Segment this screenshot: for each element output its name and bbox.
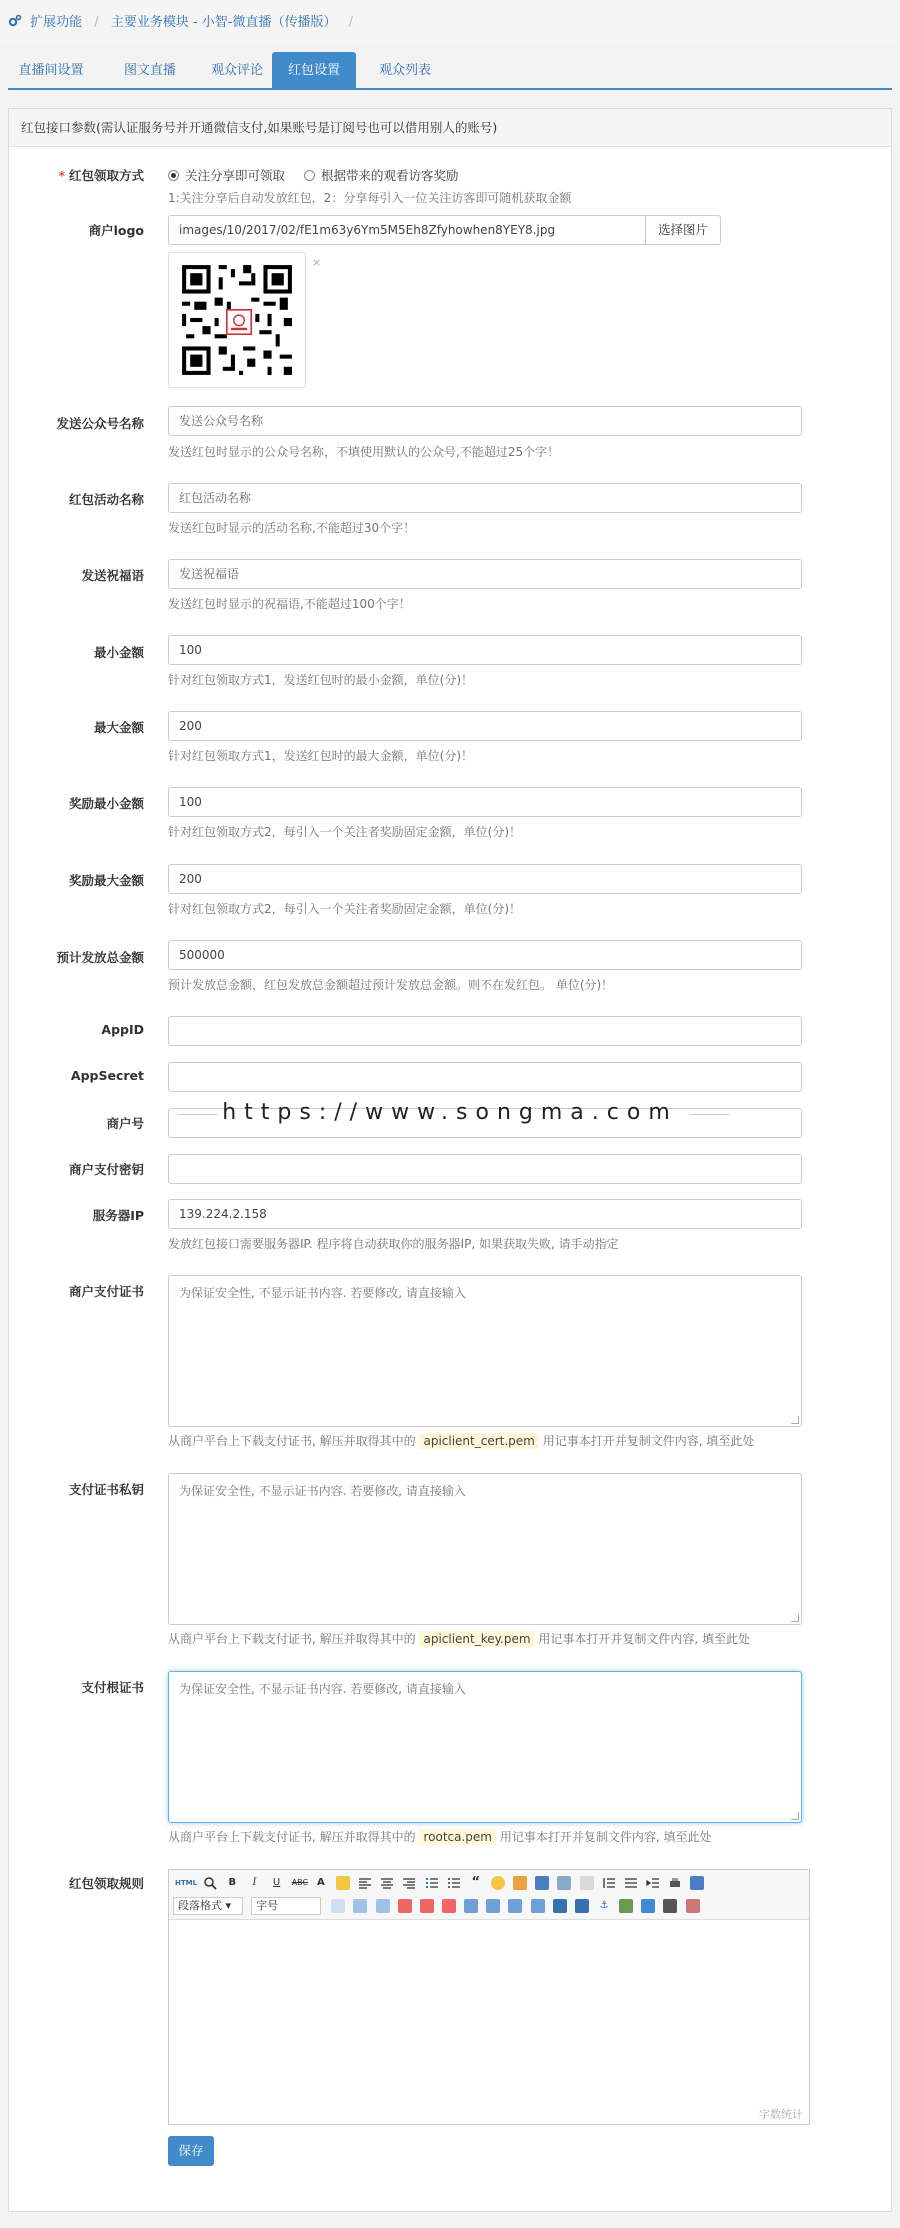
align-right-icon[interactable] — [402, 1876, 416, 1890]
max-amount-input[interactable]: 200 — [168, 711, 802, 741]
split-rows-icon[interactable] — [508, 1899, 522, 1913]
emoticon-icon[interactable] — [491, 1876, 505, 1890]
key-textarea[interactable]: 为保证安全性, 不显示证书内容. 若要修改, 请直接输入 — [168, 1473, 802, 1625]
server-ip-label: 服务器IP — [92, 1208, 144, 1223]
server-ip-input[interactable]: 139.224.2.158 — [168, 1199, 802, 1229]
toolbar-row-1 — [173, 1873, 706, 1893]
delete-row-icon[interactable] — [398, 1899, 412, 1913]
activity-input[interactable]: 红包活动名称 — [168, 483, 802, 513]
total-amount-input[interactable]: 500000 — [168, 940, 802, 970]
max-amount-label: 最大金额 — [93, 720, 144, 735]
ordered-list-icon[interactable] — [425, 1876, 439, 1890]
min-amount-input[interactable]: 100 — [168, 635, 802, 665]
sender-label: 发送公众号名称 — [56, 416, 144, 431]
italic-icon[interactable]: I — [252, 1877, 257, 1888]
appsecret-label: AppSecret — [70, 1068, 144, 1083]
insert-row-icon[interactable] — [353, 1899, 367, 1913]
reward-max-label: 奖励最大金额 — [68, 873, 144, 888]
cert-filename: apiclient_cert.pem — [419, 1433, 538, 1449]
root-help: 从商户平台上下载支付证书, 解压并取得其中的 rootca.pem 用记事本打开并复制文件内容, 填至此处 — [168, 1830, 712, 1844]
sender-help: 发送红包时显示的公众号名称，不填使用默认的公众号,不能超过25个字！ — [168, 445, 560, 459]
max-amount-help: 针对红包领取方式1，发送红包时的最大金额，单位(分)！ — [168, 749, 474, 763]
tab-photo-live[interactable]: 图文直播 — [123, 63, 176, 78]
total-amount-label: 预计发放总金额 — [56, 950, 144, 965]
delete-table-icon[interactable] — [442, 1899, 456, 1913]
cell-props-icon[interactable] — [553, 1899, 567, 1913]
preview-icon[interactable] — [690, 1876, 704, 1890]
highlight-icon[interactable] — [336, 1876, 350, 1890]
save-button[interactable]: 保存 — [168, 2136, 214, 2166]
wish-input[interactable]: 发送祝福语 — [168, 559, 802, 589]
html-source-icon[interactable]: HTML — [175, 1879, 198, 1887]
unordered-list-icon[interactable] — [447, 1876, 461, 1890]
align-center-icon[interactable] — [380, 1876, 394, 1890]
underline-icon[interactable]: U — [272, 1877, 281, 1888]
key-filename: apiclient_key.pem — [419, 1631, 534, 1647]
eraser-icon[interactable] — [580, 1876, 594, 1890]
font-size-select[interactable]: 字号 — [251, 1897, 321, 1915]
logo-path-input[interactable]: images/10/2017/02/fE1m63y6Ym5M5Eh8Zfyhowhen8YEY8.jpg — [168, 215, 646, 245]
root-filename: rootca.pem — [419, 1829, 496, 1845]
code-icon[interactable] — [663, 1899, 677, 1913]
map-icon[interactable] — [619, 1899, 633, 1913]
mchkey-input[interactable] — [168, 1154, 802, 1184]
breadcrumb-item-module[interactable]: 主要业务模块 - 小智-微直播（传播版） — [110, 15, 337, 30]
logo-thumbnail — [168, 252, 306, 388]
gear-icon — [8, 14, 22, 28]
reward-min-input[interactable]: 100 — [168, 787, 802, 817]
breadcrumb — [0, 0, 900, 44]
breadcrumb-separator: / — [94, 15, 99, 30]
font-color-icon[interactable]: A — [316, 1877, 325, 1888]
resize-handle[interactable] — [791, 1812, 799, 1820]
select-image-button[interactable]: 选择图片 — [645, 215, 721, 245]
mchid-label: 商户号 — [106, 1116, 144, 1131]
logo-label: 商户logo — [88, 223, 144, 238]
align-left-icon[interactable] — [358, 1876, 372, 1890]
root-textarea[interactable]: 为保证安全性, 不显示证书内容. 若要修改, 请直接输入 — [168, 1671, 802, 1823]
find-replace-icon[interactable] — [203, 1876, 217, 1890]
resize-handle[interactable] — [791, 1614, 799, 1622]
remove-logo-icon[interactable]: × — [312, 256, 322, 269]
gallery-icon[interactable] — [641, 1899, 655, 1913]
print-icon[interactable] — [668, 1876, 682, 1890]
tab-room-settings[interactable]: 直播间设置 — [18, 63, 84, 78]
paragraph-spacing-icon[interactable] — [624, 1876, 638, 1890]
rules-label: 红包领取规则 — [68, 1876, 144, 1891]
cert-help: 从商户平台上下载支付证书, 解压并取得其中的 apiclient_cert.pem 用记事本打开并复制文件内容, 填至此处 — [168, 1434, 755, 1448]
wish-label: 发送祝福语 — [81, 568, 144, 583]
appid-label: AppID — [101, 1022, 144, 1037]
reward-max-input[interactable]: 200 — [168, 864, 802, 894]
reward-min-help: 针对红包领取方式2，每引入一个关注者奖励固定金额，单位(分)！ — [168, 825, 522, 839]
sender-input[interactable]: 发送公众号名称 — [168, 406, 802, 436]
attachment-icon[interactable] — [557, 1876, 571, 1890]
wish-help: 发送红包时显示的祝福语,不能超过100个字！ — [168, 597, 411, 611]
insert-column-icon[interactable] — [376, 1899, 390, 1913]
delete-column-icon[interactable] — [420, 1899, 434, 1913]
strikethrough-icon[interactable]: ABC — [291, 1878, 309, 1887]
split-cells-icon[interactable] — [486, 1899, 500, 1913]
appid-input[interactable] — [168, 1016, 802, 1046]
tab-redpacket-settings[interactable]: 红包设置 — [272, 52, 356, 90]
activity-label: 红包活动名称 — [68, 492, 144, 507]
mchkey-label: 商户支付密钥 — [68, 1162, 144, 1177]
video-icon[interactable] — [535, 1876, 549, 1890]
mode-label: * 红包领取方式 — [58, 168, 144, 183]
reward-min-label: 奖励最小金额 — [68, 796, 144, 811]
paragraph-format-select[interactable]: 段落格式 ▾ — [173, 1897, 243, 1915]
blockquote-icon[interactable]: “ — [471, 1875, 481, 1890]
min-amount-help: 针对红包领取方式1，发送红包时的最小金额，单位(分)！ — [168, 673, 474, 687]
tab-bar — [8, 52, 892, 90]
key-label: 支付证书私钥 — [68, 1482, 144, 1497]
required-mark: * — [58, 168, 65, 183]
tab-audience-list[interactable]: 观众列表 — [378, 63, 431, 78]
bold-icon[interactable]: B — [228, 1877, 237, 1888]
watermark-text: https://www.songma.com — [222, 1100, 678, 1125]
template-icon[interactable] — [686, 1899, 700, 1913]
table-icon[interactable] — [331, 1899, 345, 1913]
line-height-icon[interactable] — [602, 1876, 616, 1890]
key-help: 从商户平台上下载支付证书, 解压并取得其中的 apiclient_key.pem 用记事本打开并复制文件内容, 填至此处 — [168, 1632, 750, 1646]
indent-icon[interactable] — [646, 1876, 660, 1890]
resize-handle[interactable] — [791, 1416, 799, 1424]
activity-help: 发送红包时显示的活动名称,不能超过30个字！ — [168, 521, 416, 535]
rich-text-editor[interactable] — [168, 1869, 810, 2125]
merge-cells-icon[interactable] — [464, 1899, 478, 1913]
split-cols-icon[interactable] — [531, 1899, 545, 1913]
min-amount-label: 最小金额 — [93, 645, 144, 660]
editor-toolbar — [169, 1870, 809, 1920]
breadcrumb-separator: / — [348, 15, 354, 30]
toolbar-row-2 — [173, 1896, 702, 1916]
anchor-icon[interactable]: ⚓ — [599, 1900, 609, 1911]
radio-unchecked-icon — [304, 170, 315, 181]
cert-label: 商户支付证书 — [68, 1284, 144, 1299]
breadcrumb-item-extensions[interactable]: 扩展功能 — [30, 15, 83, 30]
mode-option-share[interactable]: 关注分享即可领取 — [168, 166, 285, 184]
cert-textarea[interactable]: 为保证安全性, 不显示证书内容. 若要修改, 请直接输入 — [168, 1275, 802, 1427]
qr-code-image — [177, 261, 297, 379]
image-icon[interactable] — [513, 1876, 527, 1890]
total-amount-help: 预计发放总金额，红包发放总金额超过预计发放总金额。则不在发红包。 单位(分)！ — [168, 978, 614, 992]
appsecret-input[interactable] — [168, 1062, 802, 1092]
mode-help: 1:关注分享后自动发放红包，2：分享每引入一位关注访客即可随机获取金额 — [168, 191, 572, 205]
tab-comments[interactable]: 观众评论 — [210, 63, 263, 78]
table-props-icon[interactable] — [575, 1899, 589, 1913]
server-ip-help: 发放红包接口需要服务器IP. 程序将自动获取你的服务器IP, 如果获取失败, 请手动指定 — [168, 1237, 619, 1251]
mode-option-visitor[interactable]: 根据带来的观看访客奖励 — [304, 166, 459, 184]
panel-title: 红包接口参数(需认证服务号并开通微信支付,如果账号是订阅号也可以借用别人的账号) — [9, 109, 891, 147]
radio-checked-icon — [168, 170, 179, 181]
word-count: 字数统计 — [759, 2108, 803, 2121]
reward-max-help: 针对红包领取方式2，每引入一个关注者奖励固定金额，单位(分)！ — [168, 902, 522, 916]
root-label: 支付根证书 — [81, 1680, 144, 1695]
